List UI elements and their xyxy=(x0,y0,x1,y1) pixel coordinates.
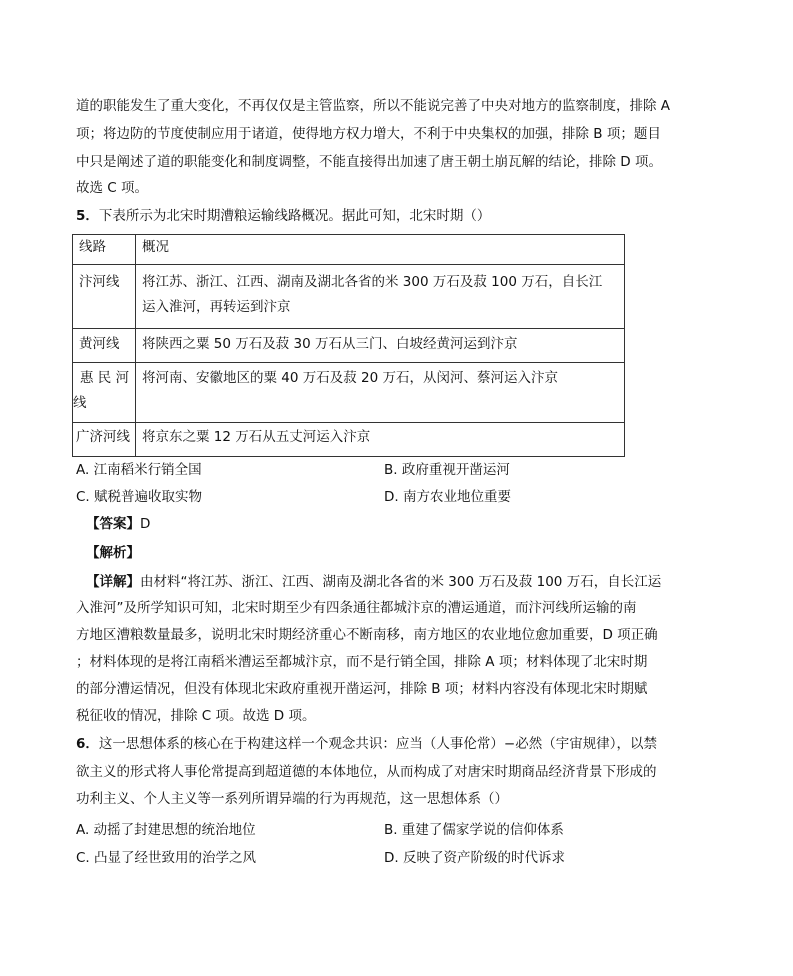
detail-line: 的部分漕运情况，但没有体现北宋政府重视开凿运河，排除 B 项；材料内容没有体现北宋时期赋 xyxy=(76,681,648,697)
option-b[interactable]: B. 政府重视开凿运河 xyxy=(384,462,510,478)
question-number: 6． xyxy=(76,736,99,752)
question-5-stem xyxy=(76,206,490,226)
question-text: 功利主义、个人主义等一系列所谓异端的行为再规范，这一思想体系（） xyxy=(76,791,508,807)
table-header-row xyxy=(73,235,625,265)
route-line: 线 xyxy=(73,395,87,411)
route-cell: 汴河线 xyxy=(73,265,136,329)
option-c[interactable]: C. 凸显了经世致用的治学之风 xyxy=(76,850,257,866)
table-row xyxy=(73,423,625,457)
question-6-stem xyxy=(76,734,657,754)
option-d[interactable]: D. 反映了资产阶级的时代诉求 xyxy=(384,850,565,866)
question-text: 下表所示为北宋时期漕粮运输线路概况。据此可知，北宋时期（） xyxy=(98,208,491,224)
desc-line: 将江苏、浙江、江西、湖南及湖北各省的米 300 万石及菽 100 万石，自长江 xyxy=(142,274,603,290)
detail-line: 入淮河”及所学知识可知，北宋时期至少有四条通往都城汴京的漕运通道，而汴河线所运输的南 xyxy=(76,600,637,616)
desc-cell: 将京东之粟 12 万石从五丈河运入汴京 xyxy=(136,423,625,457)
detail-line: 税征收的情况，排除 C 项。故选 D 项。 xyxy=(76,708,316,724)
answer-line xyxy=(86,514,150,534)
detail-tag: 【详解】 xyxy=(86,574,140,590)
prev-analysis-line: 道的职能发生了重大变化，不再仅仅是主管监察，所以不能说完善了中央对地方的监察制度，排除 A xyxy=(76,98,671,114)
desc-cell: 将河南、安徽地区的粟 40 万石及菽 20 万石，从闵河、蔡河运入汴京 xyxy=(136,363,625,423)
route-cell: 广济河线 xyxy=(73,423,136,457)
question-text: 欲主义的形式将人事伦常提高到超道德的本体地位，从而构成了对唐宋时期商品经济背景下形成的 xyxy=(76,764,657,780)
option-a[interactable]: A. 动摇了封建思想的统治地位 xyxy=(76,822,256,838)
route-cell: 黄河线 xyxy=(73,329,136,363)
table-row xyxy=(73,265,625,329)
detail-line: 方地区漕粮数量最多，说明北宋时期经济重心不断南移，南方地区的农业地位愈加重要，D 项正确 xyxy=(76,627,658,643)
grain-transport-table xyxy=(72,234,625,457)
question-number: 5． xyxy=(76,208,99,224)
desc-cell: 将陕西之粟 50 万石及菽 30 万石从三门、白坡经黄河运到汴京 xyxy=(136,329,625,363)
detail-line: ；材料体现的是将江南稻米漕运至都城汴京，而不是行销全国，排除 A 项；材料体现了北宋时期 xyxy=(76,654,648,670)
analysis-tag: 【解析】 xyxy=(86,545,140,561)
prev-analysis-line: 中只是阐述了道的职能变化和制度调整，不能直接得出加速了唐王朝土崩瓦解的结论，排除 D 项。 xyxy=(76,154,662,170)
answer-value: D xyxy=(140,516,151,532)
question-text: 这一思想体系的核心在于构建这样一个观念共识：应当（人事伦常）−必然（宇宙规律），以禁 xyxy=(98,736,657,752)
prev-analysis-line: 故选 C 项。 xyxy=(76,180,149,196)
table-header-cell: 概况 xyxy=(136,235,625,265)
option-c[interactable]: C. 赋税普遍收取实物 xyxy=(76,489,203,505)
desc-cell xyxy=(136,265,625,329)
option-d[interactable]: D. 南方农业地位重要 xyxy=(384,489,511,505)
route-line: 惠 民 河 xyxy=(80,370,130,386)
desc-line: 运入淮河，再转运到汴京 xyxy=(142,299,291,315)
route-cell xyxy=(73,363,136,423)
table-row xyxy=(73,363,625,423)
detail-line: 【详解】由材料“将江苏、浙江、江西、湖南及湖北各省的米 300 万石及菽 100 万石，自长江运 xyxy=(86,574,662,590)
option-b[interactable]: B. 重建了儒家学说的信仰体系 xyxy=(384,822,564,838)
answer-tag: 【答案】 xyxy=(86,516,140,532)
option-a[interactable]: A. 江南稻米行销全国 xyxy=(76,462,202,478)
prev-analysis-line: 项；将边防的节度使制应用于诸道，使得地方权力增大，不利于中央集权的加强，排除 B 项；题目 xyxy=(76,126,661,142)
table-row xyxy=(73,329,625,363)
table-header-cell: 线路 xyxy=(73,235,136,265)
